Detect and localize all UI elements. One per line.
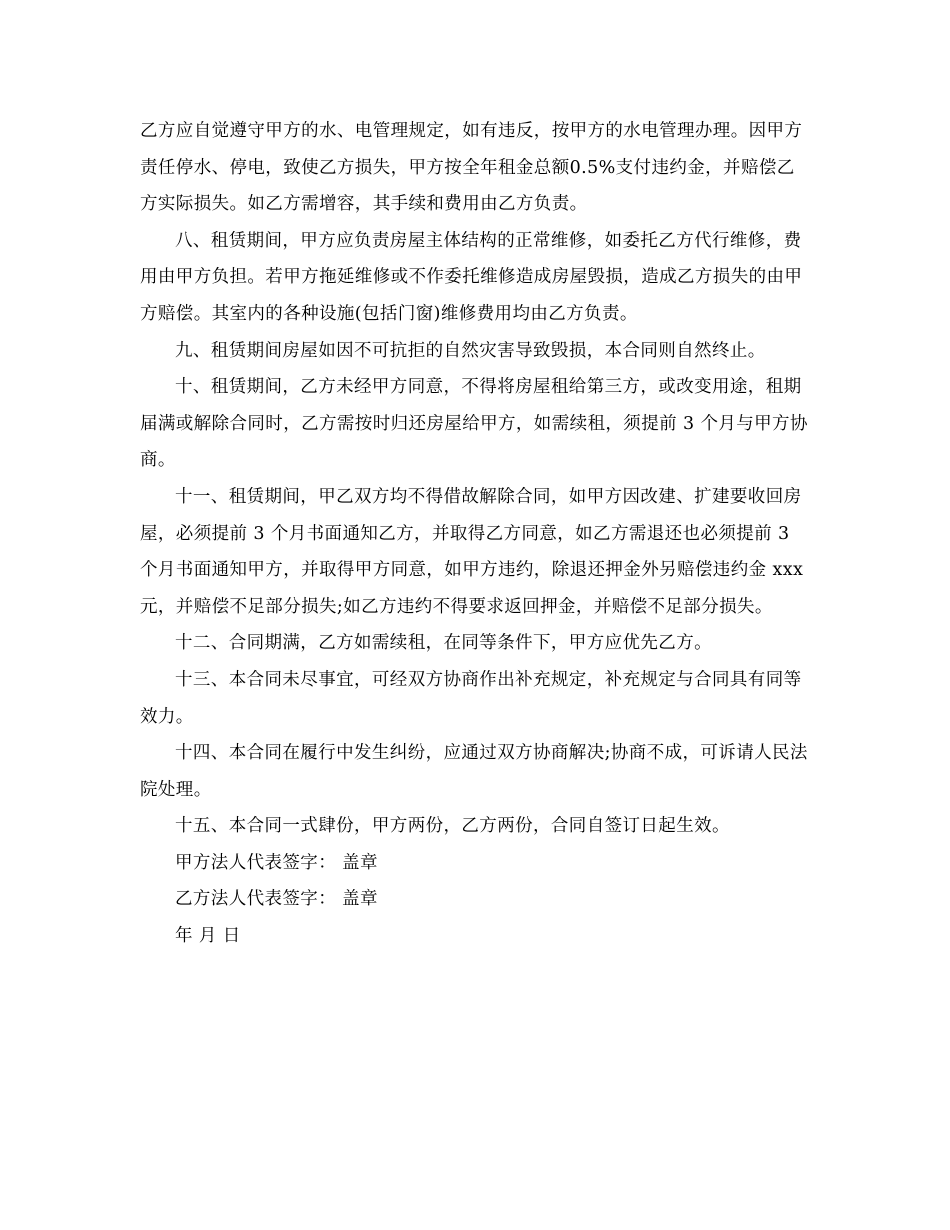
party-a-signature-line: 甲方法人代表签字： 盖章 xyxy=(175,852,378,873)
clause-13-supplement: 十三、本合同未尽事宜，可经双方协商作出补充规定，补充规定与合同具有同等效力。 xyxy=(140,669,802,727)
date-line: 年 月 日 xyxy=(175,926,241,947)
clause-14-disputes: 十四、本合同在履行中发生纠纷，应通过双方协商解决;协商不成，可诉请人民法院处理。 xyxy=(140,743,808,800)
clause-11-termination: 十一、租赁期间，甲乙双方均不得借故解除合同，如甲方因改建、扩建要收回房屋，必须提前 3 个月书面通知乙方，并取得乙方同意，如乙方需退还也必须提前 3 个月书面通知甲方，并取得甲方同意，如甲方违约，除退还押金外另赔偿违约金 xxx 元，并赔偿不足部分损失;如乙方违约不得要求返回押金，并赔偿不足部分损失。 xyxy=(140,486,804,617)
document-body xyxy=(140,113,810,955)
party-b-signature-line: 乙方法人代表签字： 盖章 xyxy=(175,889,378,910)
clause-10-sublease: 十、租赁期间，乙方未经甲方同意，不得将房屋租给第三方，或改变用途，租期届满或解除合同时，乙方需按时归还房屋给甲方，如需续租，须提前 3 个月与甲方协商。 xyxy=(140,377,808,471)
clause-15-copies: 十五、本合同一式肆份，甲方两份，乙方两份，合同自签订日起生效。 xyxy=(175,816,730,837)
clause-water-electricity: 乙方应自觉遵守甲方的水、电管理规定，如有违反，按甲方的水电管理办理。因甲方责任停水、停电，致使乙方损失，甲方按全年租金总额0.5%支付违约金，并赔偿乙方实际损失。如乙方需增容，其手续和费用由乙方负责。 xyxy=(140,121,803,215)
clause-9-force-majeure: 九、租赁期间房屋如因不可抗拒的自然灾害导致毁损，本合同则自然终止。 xyxy=(175,340,766,361)
clause-12-renewal: 十二、合同期满，乙方如需续租，在同等条件下，甲方应优先乙方。 xyxy=(175,633,712,654)
clause-8-maintenance: 八、租赁期间，甲方应负责房屋主体结构的正常维修，如委托乙方代行维修，费用由甲方负担。若甲方拖延维修或不作委托维修造成房屋毁损，造成乙方损失的由甲方赔偿。其室内的各种设施(包括门窗)维修费用均由乙方负责。 xyxy=(140,230,803,324)
